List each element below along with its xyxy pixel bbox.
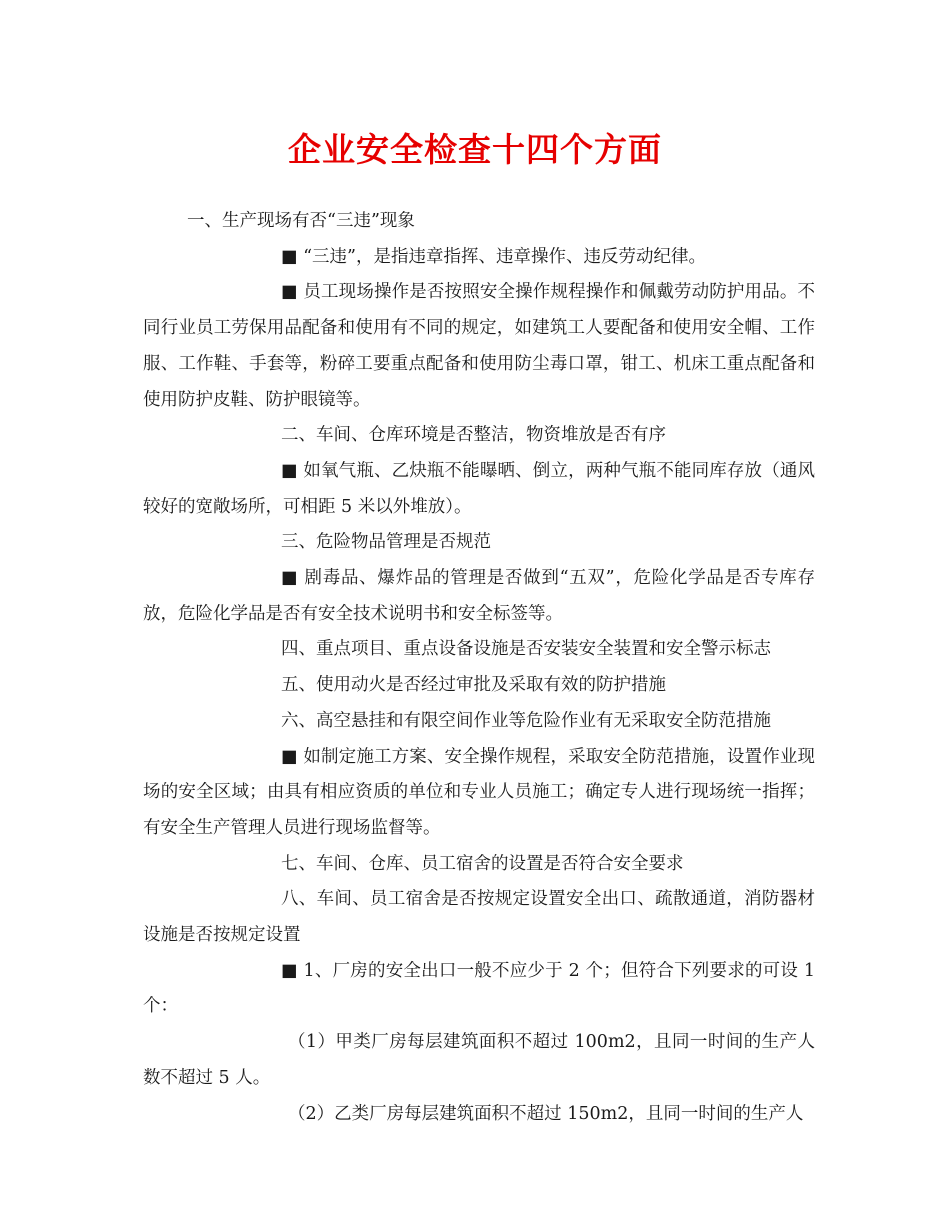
document-body	[143, 204, 815, 1132]
section-heading-1: 一、生产现场有否“三违”现象	[187, 211, 415, 231]
section-heading-7: 七、车间、仓库、员工宿舍的设置是否符合安全要求	[281, 853, 684, 874]
section-heading-4: 四、重点项目、重点设备设施是否安装安全装置和安全警示标志	[281, 639, 771, 660]
list-item: （1）甲类厂房每层建筑面积不超过 100m2，且同一时间的生产人数不超过 5 人。	[143, 1032, 815, 1088]
list-item: （2）乙类厂房每层建筑面积不超过 150m2，且同一时间的生产人	[288, 1103, 804, 1124]
bullet-paragraph: ■ “三违”，是指违章指挥、违章操作、违反劳动纪律。	[281, 246, 706, 267]
section-heading-2: 二、车间、仓库环境是否整洁，物资堆放是否有序	[281, 425, 666, 446]
bullet-paragraph: ■ 如氧气瓶、乙炔瓶不能曝晒、倒立，两种气瓶不能同库存放（通风较好的宽敞场所，可相距 5 米以外堆放）。	[143, 460, 815, 517]
section-heading-3: 三、危险物品管理是否规范	[281, 532, 491, 553]
section-heading-5: 五、使用动火是否经过审批及采取有效的防护措施	[281, 675, 666, 696]
bullet-paragraph: ■ 1、厂房的安全出口一般不应少于 2 个；但符合下列要求的可设 1 个：	[143, 960, 815, 1017]
section-heading-6: 六、高空悬挂和有限空间作业等危险作业有无采取安全防范措施	[281, 710, 771, 731]
section-heading-8: 八、车间、员工宿舍是否按规定设置安全出口、疏散通道，消防器材设施是否按规定设置	[143, 889, 815, 946]
bullet-paragraph: ■ 员工现场操作是否按照安全操作规程操作和佩戴劳动防护用品。不同行业员工劳保用品配备和使用有不同的规定，如建筑工人要配备和使用安全帽、工作服、工作鞋、手套等，粉碎工要重点配备和使用防尘毒口罩，钳工、机床工重点配备和使用防护皮鞋、防护眼镜等。	[143, 282, 815, 410]
bullet-paragraph: ■ 如制定施工方案、安全操作规程，采取安全防范措施，设置作业现场的安全区域；由具有相应资质的单位和专业人员施工；确定专人进行现场统一指挥；有安全生产管理人员进行现场监督等。	[143, 746, 815, 838]
document-title: 企业安全检查十四个方面	[288, 130, 662, 169]
bullet-paragraph: ■ 剧毒品、爆炸品的管理是否做到“五双”，危险化学品是否专库存放，危险化学品是否有安全技术说明书和安全标签等。	[143, 568, 815, 624]
